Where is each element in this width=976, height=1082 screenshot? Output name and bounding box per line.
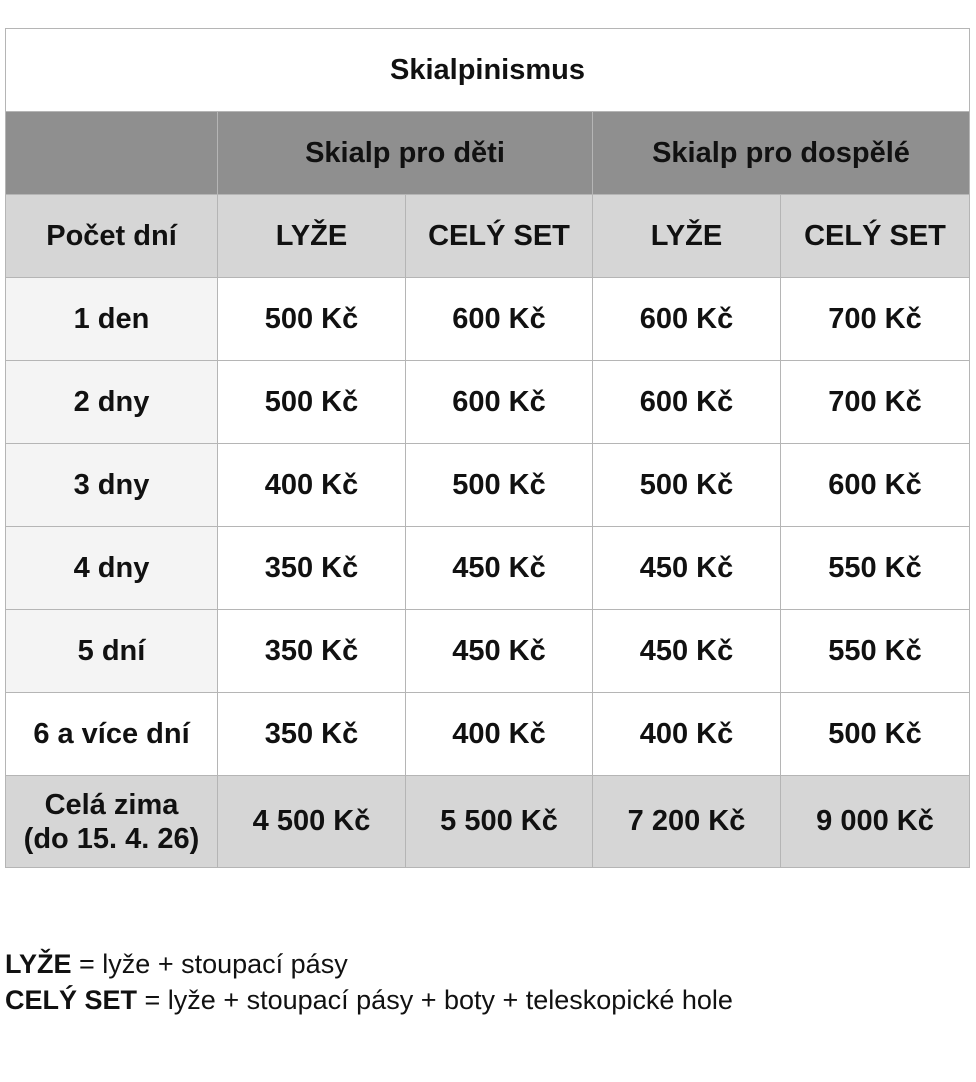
price-cell: 600 Kč: [781, 444, 970, 527]
legend: [5, 946, 733, 1018]
price-cell: 500 Kč: [593, 444, 781, 527]
price-cell: 350 Kč: [218, 527, 406, 610]
legend-line: [5, 982, 733, 1018]
column-header-children-ski: LYŽE: [218, 195, 406, 278]
price-cell: 450 Kč: [593, 527, 781, 610]
price-cell: 500 Kč: [781, 693, 970, 776]
legend-definition: = lyže + stoupací pásy: [71, 949, 348, 979]
column-header-adults-set: CELÝ SET: [781, 195, 970, 278]
price-cell: 600 Kč: [406, 361, 593, 444]
column-header-adults-ski: LYŽE: [593, 195, 781, 278]
table-row: [6, 444, 970, 527]
price-cell: 450 Kč: [406, 610, 593, 693]
season-label-line2: (do 15. 4. 26): [23, 822, 200, 855]
row-label: 2 dny: [6, 361, 218, 444]
table-title: Skialpinismus: [6, 29, 970, 112]
season-price-cell: 9 000 Kč: [781, 776, 970, 868]
price-cell: 500 Kč: [406, 444, 593, 527]
season-price-cell: 5 500 Kč: [406, 776, 593, 868]
group-header-children: Skialp pro děti: [218, 112, 593, 195]
season-price-cell: 4 500 Kč: [218, 776, 406, 868]
price-cell: 400 Kč: [593, 693, 781, 776]
title-row: [6, 29, 970, 112]
table-row: [6, 527, 970, 610]
season-label-line1: Celá zima: [44, 788, 179, 821]
price-cell: 500 Kč: [218, 361, 406, 444]
season-row: [6, 776, 970, 868]
price-cell: 450 Kč: [406, 527, 593, 610]
price-cell: 600 Kč: [593, 278, 781, 361]
price-cell: 600 Kč: [406, 278, 593, 361]
table-row: [6, 361, 970, 444]
price-cell: 550 Kč: [781, 610, 970, 693]
row-label: 4 dny: [6, 527, 218, 610]
group-header-adults: Skialp pro dospělé: [593, 112, 970, 195]
season-price-cell: 7 200 Kč: [593, 776, 781, 868]
row-label: 3 dny: [6, 444, 218, 527]
group-header-row: [6, 112, 970, 195]
column-header-row: [6, 195, 970, 278]
legend-definition: = lyže + stoupací pásy + boty + teleskopické hole: [137, 985, 733, 1015]
row-label: 1 den: [6, 278, 218, 361]
legend-term: LYŽE: [5, 949, 72, 979]
table-row: [6, 693, 970, 776]
price-cell: 400 Kč: [218, 444, 406, 527]
season-label: [6, 776, 218, 868]
price-table: [5, 28, 970, 868]
price-cell: 600 Kč: [593, 361, 781, 444]
group-header-empty: [6, 112, 218, 195]
price-cell: 500 Kč: [218, 278, 406, 361]
row-label: 6 a více dní: [6, 693, 218, 776]
price-cell: 550 Kč: [781, 527, 970, 610]
price-cell: 350 Kč: [218, 610, 406, 693]
price-cell: 450 Kč: [593, 610, 781, 693]
price-cell: 700 Kč: [781, 361, 970, 444]
price-cell: 700 Kč: [781, 278, 970, 361]
legend-term: CELÝ SET: [5, 985, 138, 1015]
column-header-children-set: CELÝ SET: [406, 195, 593, 278]
price-cell: 350 Kč: [218, 693, 406, 776]
table-row: [6, 610, 970, 693]
row-label: 5 dní: [6, 610, 218, 693]
legend-line: [5, 946, 733, 982]
table-row: [6, 278, 970, 361]
price-cell: 400 Kč: [406, 693, 593, 776]
column-header-days: Počet dní: [6, 195, 218, 278]
